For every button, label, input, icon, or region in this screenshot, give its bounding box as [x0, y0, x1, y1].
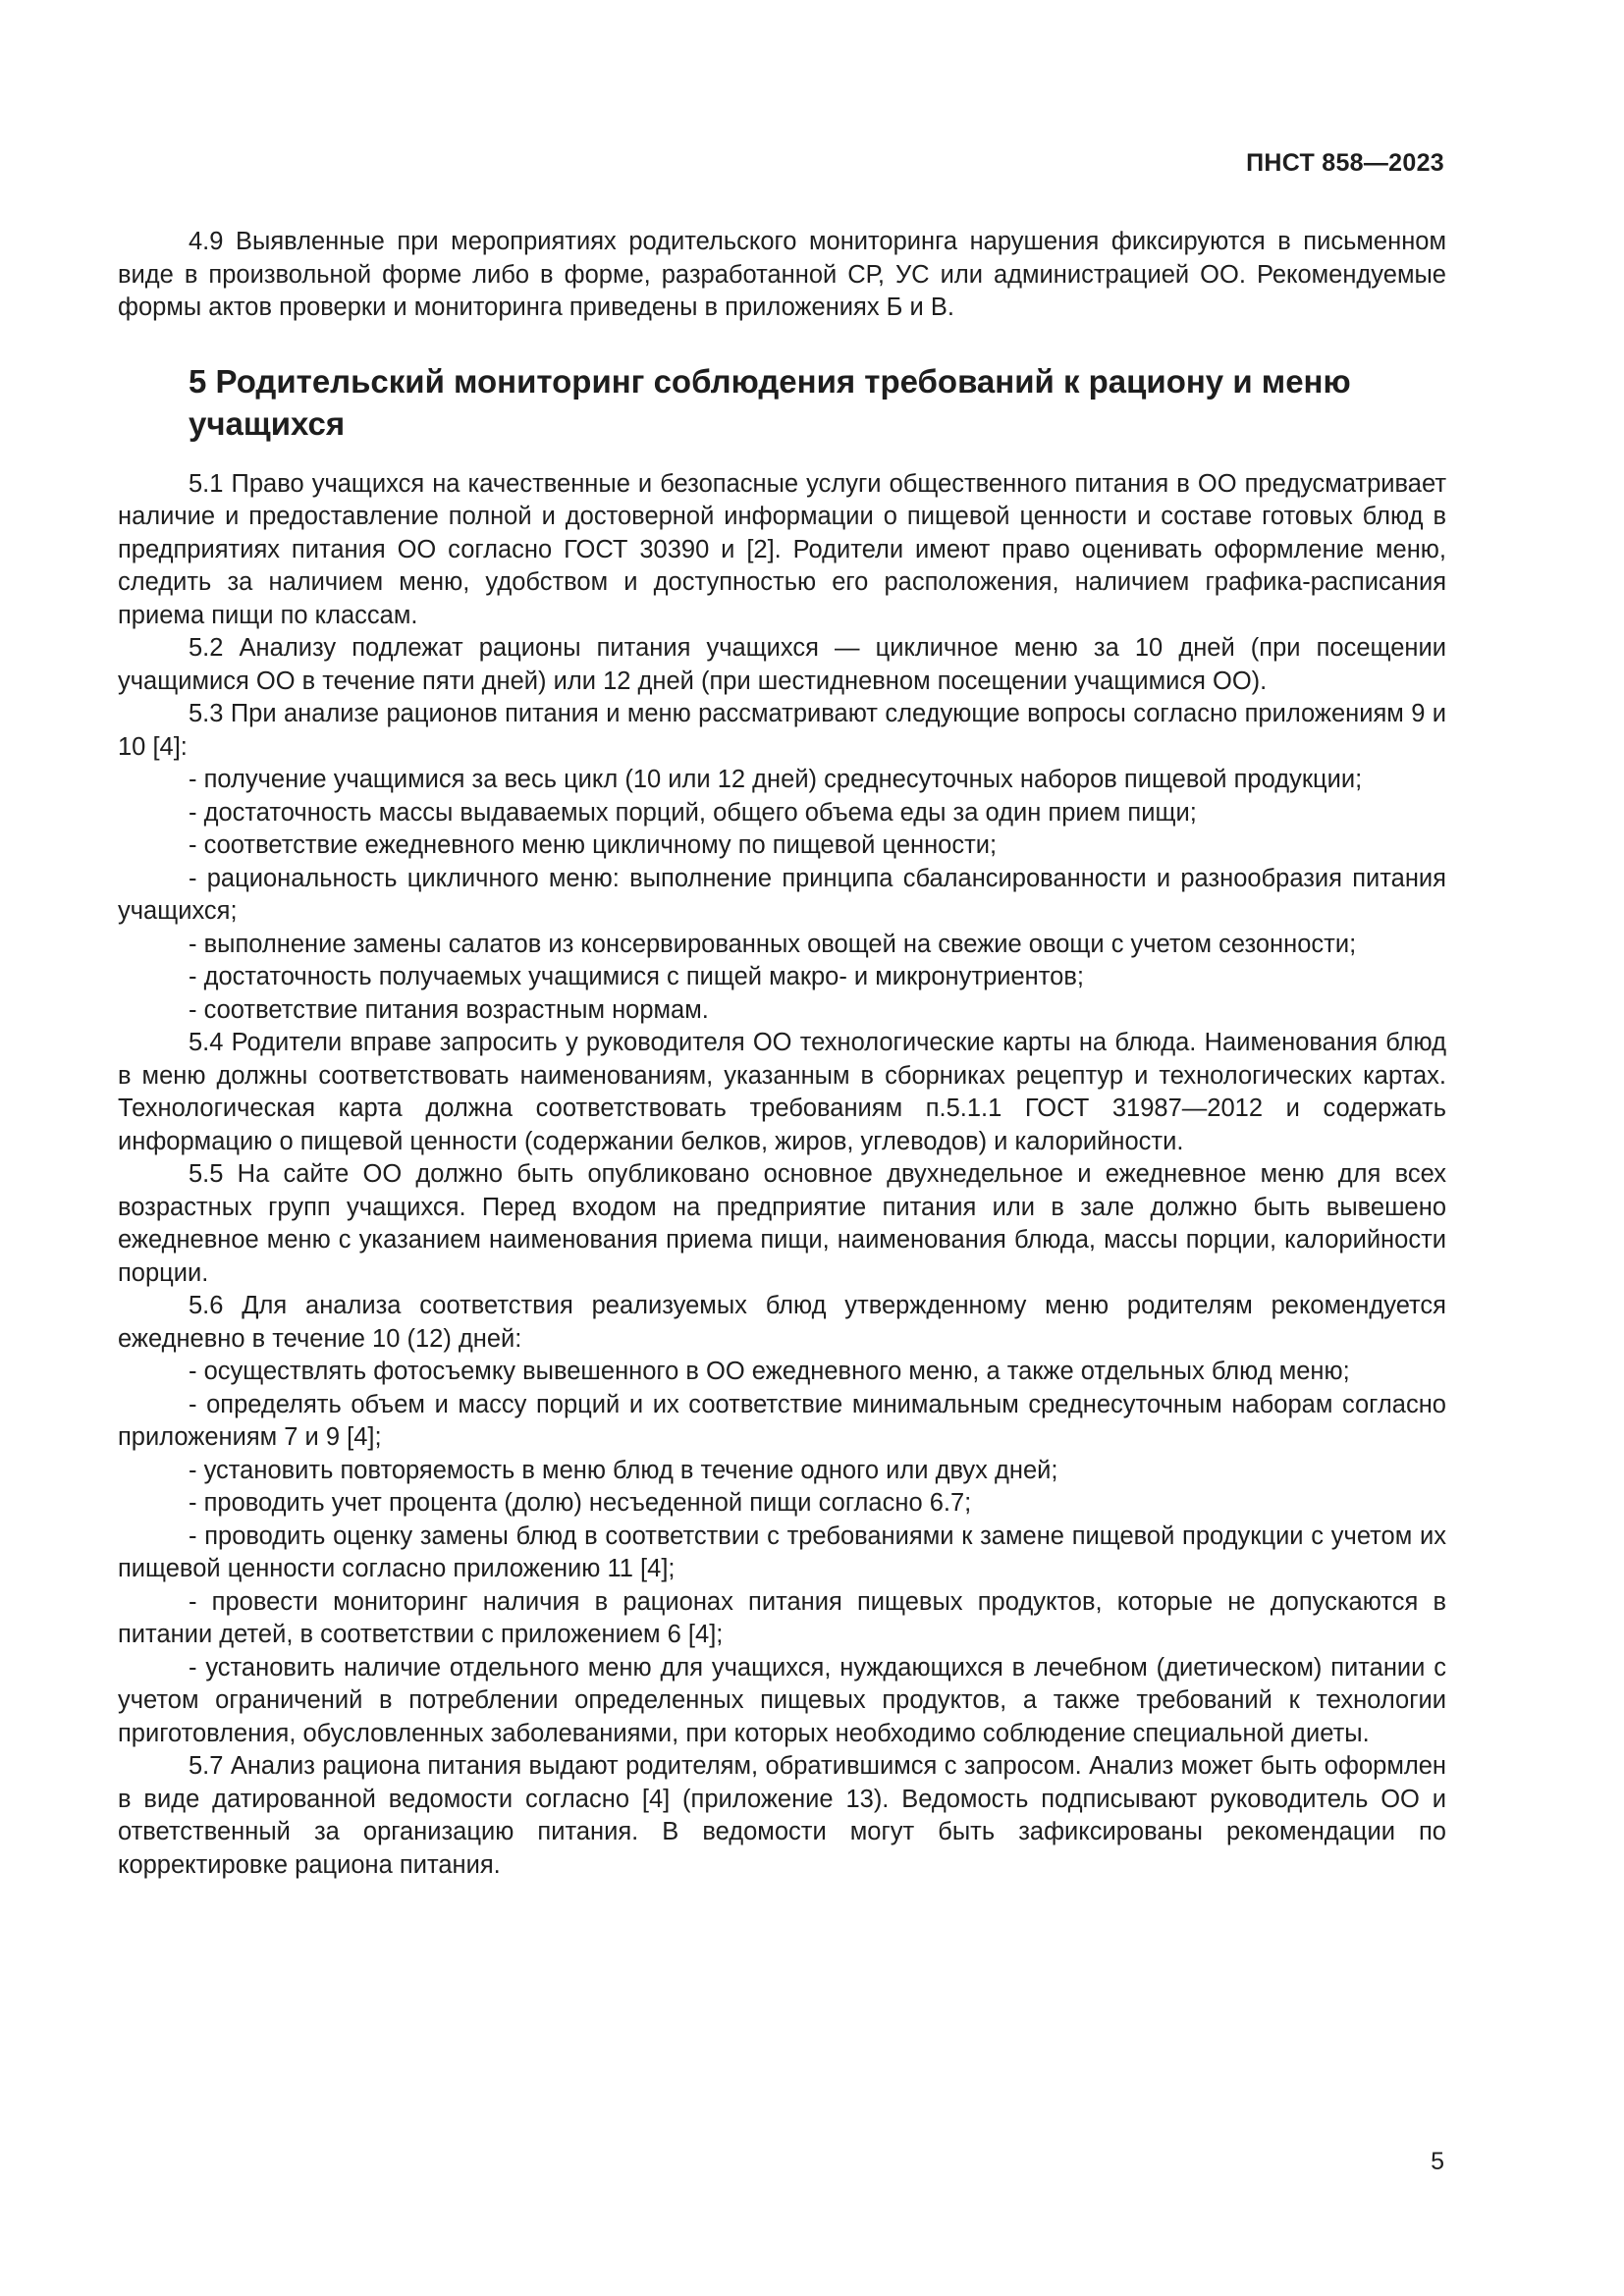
list-item: - достаточность массы выдаваемых порций, общего объема еды за один прием пищи;	[189, 798, 1197, 827]
list-item: - соответствие ежедневного меню цикличному по пищевой ценности;	[189, 831, 998, 859]
clause-4-9: 4.9 Выявленные при мероприятиях родительского мониторинга нарушения фиксируются в письменном виде в произвольной форме либо в форме, разработанной СР, УС или администрацией ОО. Рекомендуемые формы актов проверки и мониторинга приведены в приложениях Б и В.	[118, 228, 1446, 321]
list-item: - установить наличие отдельного меню для учащихся, нуждающихся в лечебном (диетическом) питании с учетом ограничений в потреблении определенных пищевых продуктов, а также требований к технологии приготовления, обусловленных заболеваниями, при которых необходимо соблюдение специальной диеты.	[118, 1653, 1446, 1747]
list-item: - установить повторяемость в меню блюд в течение одного или двух дней;	[189, 1456, 1058, 1484]
clause-5-5: 5.5 На сайте ОО должно быть опубликовано основное двухнедельное и ежедневное меню для всех возрастных групп учащихся. Перед входом на предприятие питания или в зале должно быть вывешено ежедневное меню с указанием наименования приема пищи, наименования блюда, массы порции, калорийности порции.	[118, 1160, 1446, 1287]
section-5-title: 5 Родительский мониторинг соблюдения требований к рациону и меню учащихся	[189, 362, 1351, 442]
list-item: - рациональность цикличного меню: выполнение принципа сбалансированности и разнообразия питания учащихся;	[118, 864, 1446, 925]
page-number: 5	[1431, 2148, 1444, 2175]
list-item: - провести мониторинг наличия в рационах питания пищевых продуктов, которые не допускаются в питании детей, в соответствии с приложением 6 [4];	[118, 1587, 1446, 1648]
clause-5-1: 5.1 Право учащихся на качественные и безопасные услуги общественного питания в ОО предусматривает наличие и предоставление полной и достоверной информации о пищевой ценности и составе готовых блюд в предприятиях питания ОО согласно ГОСТ 30390 и [2]. Родители имеют право оценивать оформление меню, следить за наличием меню, удобством и доступностью его расположения, наличием графика-расписания приема пищи по классам.	[118, 469, 1446, 629]
clause-5-6: 5.6 Для анализа соответствия реализуемых блюд утвержденному меню родителям рекомендуется ежедневно в течение 10 (12) дней:	[118, 1292, 1446, 1353]
list-item: - проводить оценку замены блюд в соответствии с требованиями к замене пищевой продукции с учетом их пищевой ценности согласно приложению 11 [4];	[118, 1522, 1446, 1582]
list-item: - достаточность получаемых учащимися с пищей макро- и микронутриентов;	[189, 963, 1084, 990]
list-item: - проводить учет процента (долю) несъеденной пищи согласно 6.7;	[189, 1489, 972, 1517]
list-item: - осуществлять фотосъемку вывешенного в ОО ежедневного меню, а также отдельных блюд меню;	[189, 1358, 1350, 1385]
list-item: - соответствие питания возрастным нормам.	[189, 995, 709, 1024]
clause-5-4: 5.4 Родители вправе запросить у руководителя ОО технологические карты на блюда. Наименования блюд в меню должны соответствовать наименованиям, указанным в сборниках рецептур и технологических картах. Технологическая карта должна соответствовать требованиям п.5.1.1 ГОСТ 31987—2012 и содержать информацию о пищевой ценности (содержании белков, жиров, углеводов) и калорийности.	[118, 1029, 1446, 1155]
clause-5-7: 5.7 Анализ рациона питания выдают родителям, обратившимся с запросом. Анализ может быть оформлен в виде датированной ведомости согласно [4] (приложение 13). Ведомость подписывают руководитель ОО и ответственный за организацию питания. В ведомости могут быть зафиксированы рекомендации по корректировке рациона питания.	[118, 1752, 1446, 1879]
page-content	[118, 226, 1446, 1882]
list-item: - выполнение замены салатов из консервированных овощей на свежие овощи с учетом сезонности;	[189, 930, 1357, 958]
document-code: ПНСТ 858—2023	[1246, 149, 1444, 177]
clause-5-2: 5.2 Анализу подлежат рационы питания учащихся — цикличное меню за 10 дней (при посещении учащимися ОО в течение пяти дней) или 12 дней (при шестидневном посещении учащимися ОО).	[118, 634, 1446, 695]
list-item: - определять объем и массу порций и их соответствие минимальным среднесуточным наборам согласно приложениям 7 и 9 [4];	[118, 1390, 1446, 1451]
list-item: - получение учащимися за весь цикл (10 или 12 дней) среднесуточных наборов пищевой продукции;	[189, 766, 1363, 793]
clause-5-3: 5.3 При анализе рационов питания и меню рассматривают следующие вопросы согласно приложениям 9 и 10 [4]:	[118, 700, 1446, 761]
